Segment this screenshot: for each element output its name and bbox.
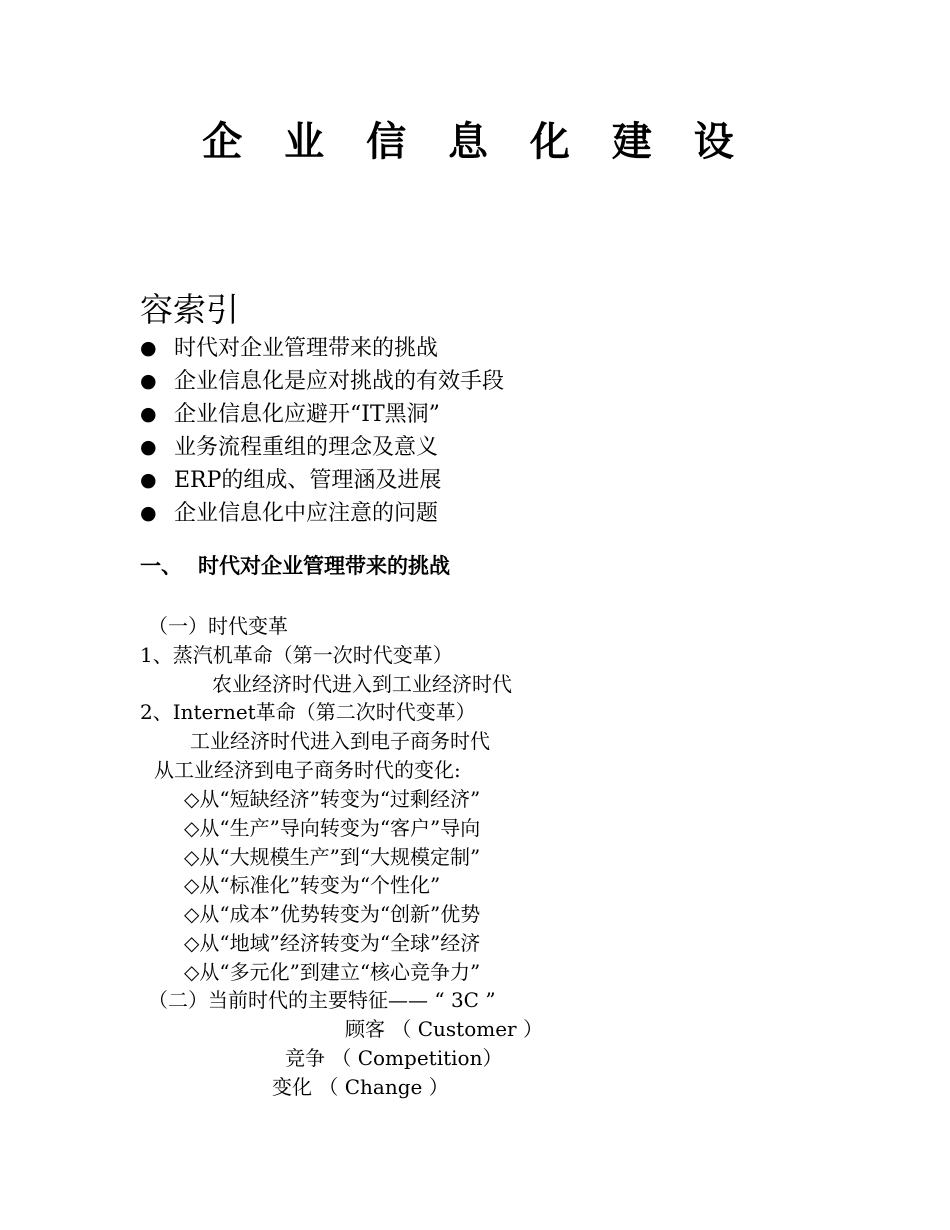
index-heading: 容索引 [140,290,239,329]
toc-item-text: 企业信息化中应注意的问题 [174,501,439,526]
section-title: 时代对企业管理带来的挑战 [198,553,450,578]
bullet-icon: ● [140,370,157,392]
change-item: ◇从“成本”优势转变为“创新”优势 [184,902,481,926]
change-item: ◇从“大规模生产”到“大规模定制” [184,845,481,869]
change-item: ◇从“地域”经济转变为“全球”经济 [184,931,481,955]
bullet-icon: ● [140,502,157,524]
toc-item [140,497,504,530]
bullet-icon: ● [140,403,157,425]
toc-item [140,464,504,497]
three-c-customer: 顾客 （ Customer ） [345,1017,543,1041]
toc-item [140,365,504,398]
changes-intro: 从工业经济到电子商务时代的变化: [154,758,461,782]
three-c-change: 变化 （ Change ） [272,1075,449,1099]
toc-item [140,332,504,365]
section-heading [140,550,450,582]
toc-item-text: 企业信息化是应对挑战的有效手段 [174,369,505,394]
document-title: 企 业 信 息 化 建 设 [202,118,748,165]
bullet-icon: ● [140,436,157,458]
toc-item [140,431,504,464]
revolution-description: 农业经济时代进入到工业经济时代 [212,672,512,696]
section-number: 一、 [140,553,182,578]
subsection-heading: （二）当前时代的主要特征—— “ 3C ” [148,988,496,1012]
change-item: ◇从“短缺经济”转变为“过剩经济” [184,787,481,811]
toc-item-text: 企业信息化应避开“IT黑洞” [174,402,440,427]
three-c-competition: 竞争 （ Competition） [285,1046,503,1070]
toc-item [140,398,504,431]
bullet-icon: ● [140,469,157,491]
table-of-contents [140,332,504,530]
revolution-item: 1、蒸汽机革命（第一次时代变革） [140,643,453,667]
toc-item-text: 时代对企业管理带来的挑战 [174,336,439,361]
change-item: ◇从“生产”导向转变为“客户”导向 [184,816,481,840]
revolution-description: 工业经济时代进入到电子商务时代 [190,729,490,753]
change-item: ◇从“多元化”到建立“核心竞争力” [184,960,481,984]
toc-item-text: 业务流程重组的理念及意义 [174,435,439,460]
toc-item-text: ERP的组成、管理涵及进展 [174,468,442,493]
revolution-item: 2、Internet革命（第二次时代变革） [140,700,476,724]
change-item: ◇从“标准化”转变为“个性化” [184,873,441,897]
subsection-heading: （一）时代变革 [148,614,288,638]
bullet-icon: ● [140,337,157,359]
